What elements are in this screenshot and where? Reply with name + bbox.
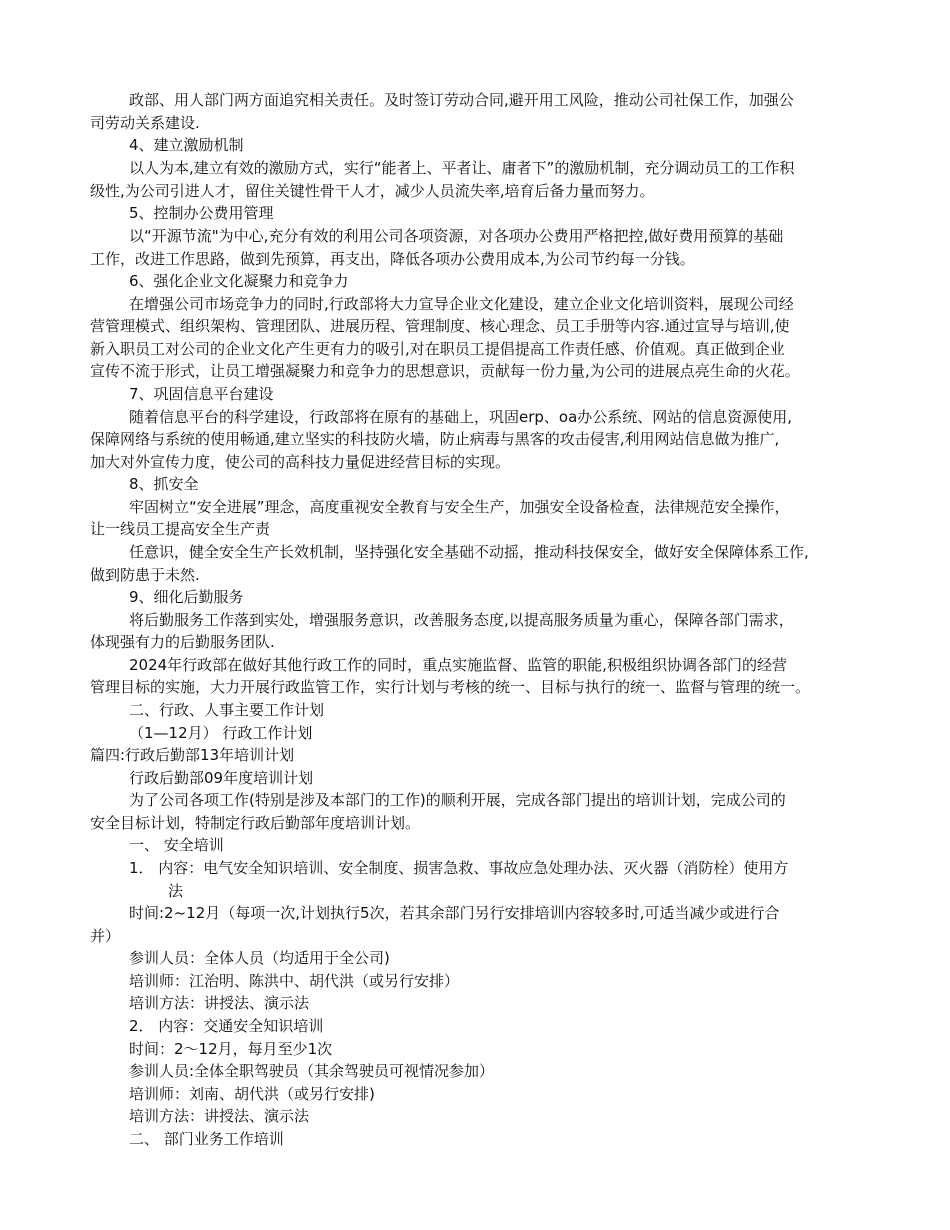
text-line: 参训人员:全体全职驾驶员（其余驾驶员可视情况参加） xyxy=(129,1062,495,1080)
section-heading: 二、行政、人事主要工作计划 xyxy=(129,701,325,719)
list-item: 2． 内容：交通安全知识培训 xyxy=(129,1017,324,1035)
text-line: 培训师：江治明、陈洪中、胡代洪（或另行安排） xyxy=(129,972,460,990)
text-line: 加大对外宣传力度，使公司的高科技力量促进经营目标的实现。 xyxy=(90,453,511,471)
text-line: 培训师：刘南、胡代洪（或另行安排) xyxy=(129,1085,375,1103)
text-line: 司劳动关系建设. xyxy=(90,114,200,132)
text-line: （1—12月） 行政工作计划 xyxy=(129,724,313,742)
text-line: 级性,为公司引进人才，留住关键性骨干人才，减少人员流失率,培育后备力量而努力。 xyxy=(90,182,655,200)
text-line: 让一线员工提高安全生产责 xyxy=(90,520,271,538)
text-line: 营管理模式、组织架构、管理团队、进展历程、管理制度、核心理念、员工手册等内容.通过宣导与培训,使 xyxy=(90,317,790,335)
text-line: 时间:2~12月（每项一次,计划执行5次，若其余部门另行安排培训内容较多时,可适当减少或进行合 xyxy=(129,904,780,922)
text-line: 政部、用人部门两方面追究相关责任。及时签订劳动合同,避开用工风险，推动公司社保工作，加强公 xyxy=(129,91,794,109)
text-line: 以“开源节流"为中心,充分有效的利用公司各项资源，对各项办公费用严格把控,做好费用预算的基础 xyxy=(129,227,784,245)
text-line: 任意识，健全安全生产长效机制，坚持强化安全基础不动摇，推动科技保安全，做好安全保障体系工作, xyxy=(129,543,809,561)
section-heading: 二、 部门业务工作培训 xyxy=(129,1130,284,1148)
section-heading: 8、抓安全 xyxy=(129,475,199,493)
text-line: 将后勤服务工作落到实处，增强服务意识，改善服务态度,以提高服务质量为重心，保障各部门需求， xyxy=(129,611,794,629)
text-line: 时间：2～12月，每月至少1次 xyxy=(129,1040,333,1058)
section-heading: 9、细化后勤服务 xyxy=(129,588,244,606)
section-heading: 5、控制办公费用管理 xyxy=(129,204,274,222)
text-line: 为了公司各项工作(特别是涉及本部门的工作)的顺利开展，完成各部门提出的培训计划，完成公司的 xyxy=(129,791,786,809)
text-line: 培训方法：讲授法、演示法 xyxy=(129,1107,310,1125)
section-heading: 7、巩固信息平台建设 xyxy=(129,385,274,403)
text-line: 工作，改进工作思路，做到先预算，再支出，降低各项办公费用成本,为公司节约每一分钱。 xyxy=(90,250,695,268)
text-line: 2024年行政部在做好其他行政工作的同时，重点实施监督、监管的职能,积极组织协调各部门的经营 xyxy=(129,656,787,674)
text-line: 管理目标的实施，大力开展行政监管工作，实行计划与考核的统一、目标与执行的统一、监督与管理的统一。 xyxy=(90,678,811,696)
text-line: 体现强有力的后勤服务团队. xyxy=(90,633,275,651)
text-line: 随着信息平台的科学建设，行政部将在原有的基础上，巩固erp、oa办公系统、网站的信息资源使用, xyxy=(129,408,793,426)
text-line: 牢固树立“安全进展”理念，高度重视安全教育与安全生产，加强安全设备检查，法律规范安全操作， xyxy=(129,498,790,516)
text-line: 培训方法：讲授法、演示法 xyxy=(129,994,310,1012)
text-line: 宣传不流于形式，让员工增强凝聚力和竞争力的思想意识，贡献每一份力量,为公司的进展点亮生命的火花。 xyxy=(90,362,800,380)
list-item-continuation: 法 xyxy=(168,882,184,900)
text-line: 以人为本,建立有效的激励方式，实行“能者上、平者让、庸者下”的激励机制，充分调动员工的工作积 xyxy=(129,159,795,177)
section-heading: 4、建立激励机制 xyxy=(129,136,244,154)
text-line: 做到防患于未然. xyxy=(90,566,200,584)
text-line: 参训人员：全体人员（均适用于全公司) xyxy=(129,949,390,967)
text-line: 并） xyxy=(90,927,121,945)
text-line: 保障网络与系统的使用畅通,建立坚实的科技防火墙，防止病毒与黑客的攻击侵害,利用网站信息做为推广, xyxy=(90,430,780,448)
list-item: 1． 内容：电气安全知识培训、安全制度、损害急救、事故应急处理办法、灭火器（消防栓）使用方 xyxy=(129,859,789,877)
text-line: 在增强公司市场竞争力的同时,行政部将大力宣导企业文化建设，建立企业文化培训资料，展现公司经 xyxy=(129,295,794,313)
section-heading: 6、强化企业文化凝聚力和竞争力 xyxy=(129,272,349,290)
chapter-heading: 篇四:行政后勤部13年培训计划 xyxy=(90,746,295,764)
text-line: 新入职员工对公司的企业文化产生更有力的吸引,对在职员工提倡提高工作责任感、价值观。真正做到企业 xyxy=(90,340,785,358)
text-line: 安全目标计划，特制定行政后勤部年度培训计划。 xyxy=(90,814,421,832)
document-title: 行政后勤部09年度培训计划 xyxy=(129,769,314,787)
section-heading: 一、 安全培训 xyxy=(129,836,224,854)
